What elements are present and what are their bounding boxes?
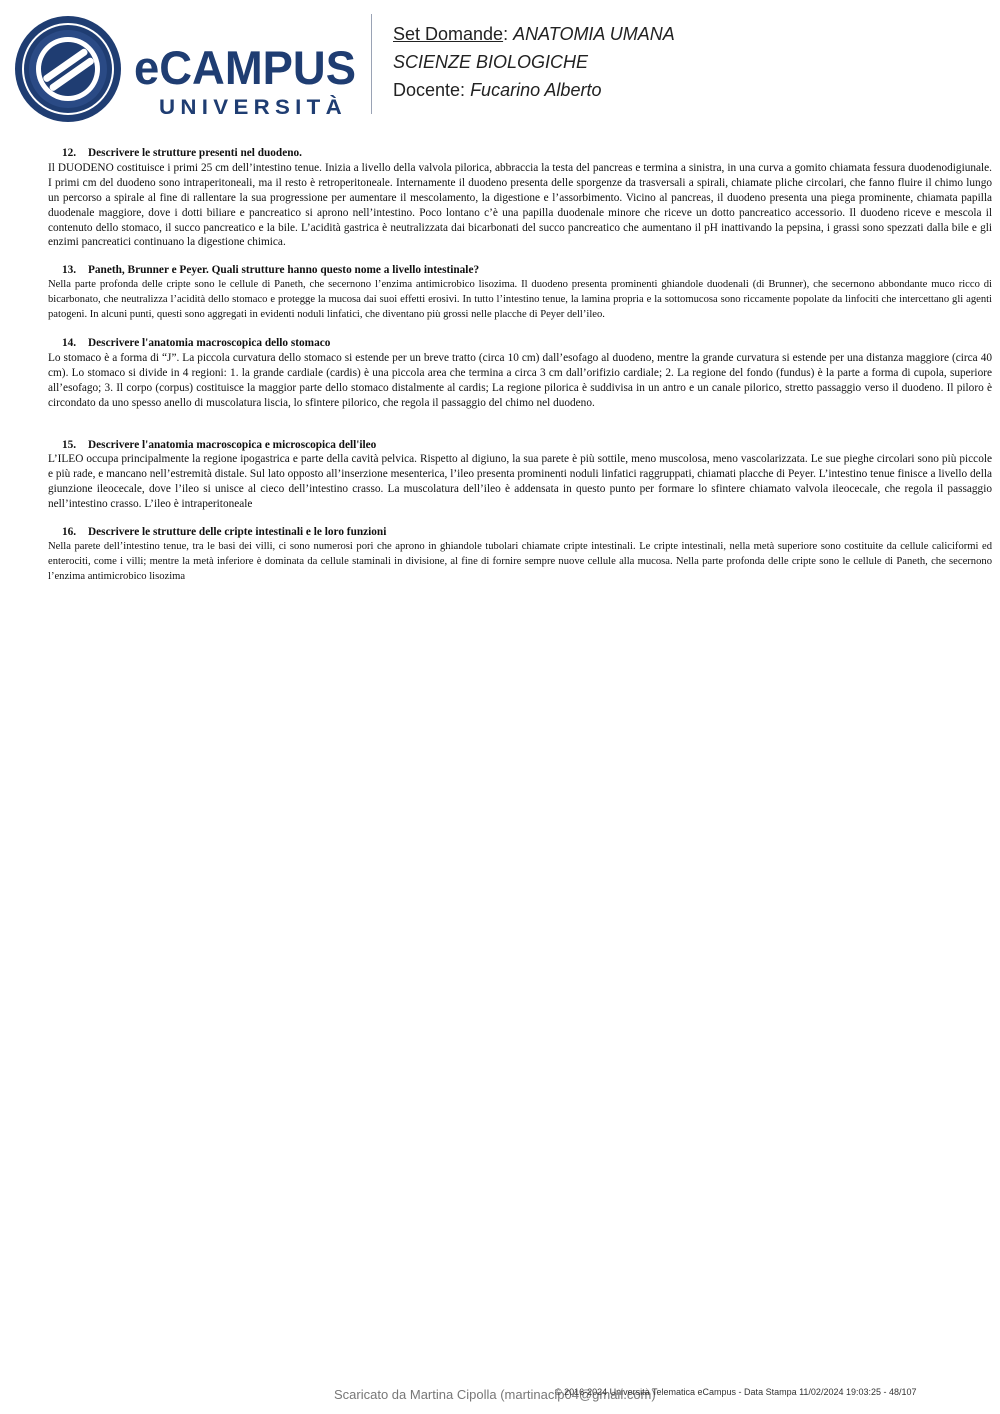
question-title-text: Descrivere l'anatomia macroscopica dello stomaco	[88, 336, 331, 349]
question-title-text: Descrivere le strutture presenti nel duodeno.	[88, 147, 302, 159]
downloaded-by-text: Scaricato da Martina Cipolla (martinacip04@gmail.com)	[334, 1387, 656, 1402]
answer-text: Nella parte profonda delle cripte sono le cellule di Paneth, che secernono l’enzima antimicrobico lisozima. Il duodeno presenta prominenti ghiandole duodenali (di Brunner), che secernono abbondante muco ricco di bicarbonato, che neutralizza l’acidità dello stomaco e protegge la mucosa dai suoi effetti erosivi. In tutto l’intestino tenue, la lamina propria e la sottomucosa sono riccamente popolate da linfociti che intercettano gli agenti patogeni. In alcuni punti, questi sono aggregati in evidenti noduli linfatici, che diventano più grossi nelle placche di Peyer dell’ileo.	[48, 279, 992, 321]
answer-text: Lo stomaco è a forma di “J”. La piccola curvatura dello stomaco si estende per un breve tratto (circa 10 cm) dall’esofago al duodeno, mentre la grande curvatura si estende per una distanza maggiore (circa 40 cm). Lo stomaco si divide in 4 regioni: 1. la grande cardiale (cardis) è una piccola area che termina a circa 3 cm dall’orifizio cardiale; 2. La regione del fondo (fundus) è la parte a forma di cupola, superiore all’esofago; 3. Il corpo (corpus) costituisce la maggior parte dello stomaco distalmente al cardis; La regione pilorica è suddivisa in un antro e un canale pilorico, stretto passaggio verso il duodeno. Il piloro è circondato da uno spesso anello di muscolatura liscia, lo sfintere pilorico, che regola il passaggio del chimo nel duodeno.	[48, 351, 992, 409]
set-domande-line: Set Domande: ANATOMIA UMANA	[393, 24, 675, 44]
teacher-name: Fucarino Alberto	[470, 80, 602, 100]
question-16	[48, 525, 992, 585]
question-title	[48, 336, 992, 351]
teacher-label: Docente:	[393, 80, 466, 100]
print-info-text: © 2016-2024 Università Telematica eCampus - Data Stampa 11/02/2024 19:03:25 - 48/107	[555, 1387, 917, 1397]
question-title	[48, 438, 992, 453]
set-value: ANATOMIA UMANA	[513, 24, 675, 44]
course-line	[393, 48, 675, 76]
spacer	[48, 424, 992, 438]
teacher-line	[393, 76, 675, 104]
question-title	[48, 146, 992, 161]
course-name: SCIENZE BIOLOGICHE	[393, 52, 589, 72]
question-number: 15.	[62, 438, 77, 451]
header-divider	[371, 14, 372, 114]
ecampus-seal-icon	[15, 16, 121, 122]
answer-text: Il DUODENO costituisce i primi 25 cm dell’intestino tenue. Inizia a livello della valvola pilorica, abbraccia la testa del pancreas e termina a sinistra, in una curva a gomito chiamata fessura duodenodigiunale. I primi cm del duodeno sono intraperitoneali, ma il resto è retroperitoneale. Internamente il duodeno presenta delle sporgenze da trasversali a spirali, chiamate pliche circolari, che fanno fluire il chimo lungo un percorso a spirale al fine di rallentare la sua progressione per aumentare il mescolamento, la digestione e l’assorbimento. Vicino al pancreas, il duodeno presenta una piega prominente, chiamata papilla duodenale maggiore, dove i dotti biliare e pancreatico si aprono nell’intestino. Poco lontano c’è una papilla duodenale minore che riceve un dotto pancreatico accessorio. Il duodeno riceve e mescola il contenuto dello stomaco, il succo pancreatico e la bile. L’acidità gastrica è neutralizzata dai bicarbonati del succo pancreatico che aumentano il pH inattivando la pepsina, i grassi sono spezzati dalla bile e gli enzimi pancreatici continuano la digestione chimica.	[48, 161, 992, 249]
header-info	[393, 20, 675, 104]
ecampus-logo	[14, 14, 364, 124]
question-14	[48, 336, 992, 411]
question-15	[48, 438, 992, 513]
question-title-text: Descrivere le strutture delle cripte intestinali e le loro funzioni	[88, 526, 387, 539]
answer-text: Nella parete dell’intestino tenue, tra le basi dei villi, ci sono numerosi pori che aprono in ghiandole tubolari chiamate cripte intestinali. Le cripte intestinali, nella metà superiore sono costituite da cellule caliciformi ed enterociti, come i villi; mentre la metà inferiore è dominata da cellule staminali in divisione, al fine di fornire sempre nuove cellule alla mucosa. Nella parte profonda delle cripte sono le cellule di Paneth, che secernono l’enzima antimicrobico lisozima	[48, 540, 992, 582]
question-title	[48, 263, 992, 278]
page-footer	[0, 1384, 1000, 1408]
question-13	[48, 263, 992, 323]
page-header	[0, 0, 1000, 130]
question-title-text: Descrivere l'anatomia macroscopica e microscopica dell'ileo	[88, 438, 377, 451]
set-label: Set Domande	[393, 24, 504, 44]
answer-text: L’ILEO occupa principalmente la regione ipogastrica e parte della cavità pelvica. Rispetto al digiuno, la sua parete è più sottile, meno muscolosa, meno vascolarizzata. Le sue pieghe circolari sono più piccole e più rade, e mancano nell’estremità distale. Sul lato opposto all’inserzione mesenterica, l’ileo presenta prominenti noduli linfatici raggruppati, chiamati placche di Peyer. L’intestino tenue finisce a livello della giunzione ileocecale, dove l’ileo si unisce al cieco dell’intestino crasso. La muscolatura dell’ileo è addensata in questo punto per formare lo sfintere chiamato valvola ileocecale, che regola il passaggio nell’intestino crasso. L’ileo è intraperitoneale	[48, 453, 992, 511]
question-number: 14.	[62, 336, 77, 349]
question-title-text: Paneth, Brunner e Peyer. Quali strutture hanno questo nome a livello intestinale?	[88, 264, 480, 277]
questions-content	[48, 146, 992, 598]
question-number: 13.	[62, 264, 77, 277]
question-number: 16.	[62, 526, 77, 539]
question-title	[48, 525, 992, 540]
question-number: 12.	[62, 147, 77, 159]
logo-name: eCAMPUS	[134, 41, 356, 94]
question-12	[48, 146, 992, 250]
logo-subtitle: UNIVERSITÀ	[159, 96, 347, 119]
